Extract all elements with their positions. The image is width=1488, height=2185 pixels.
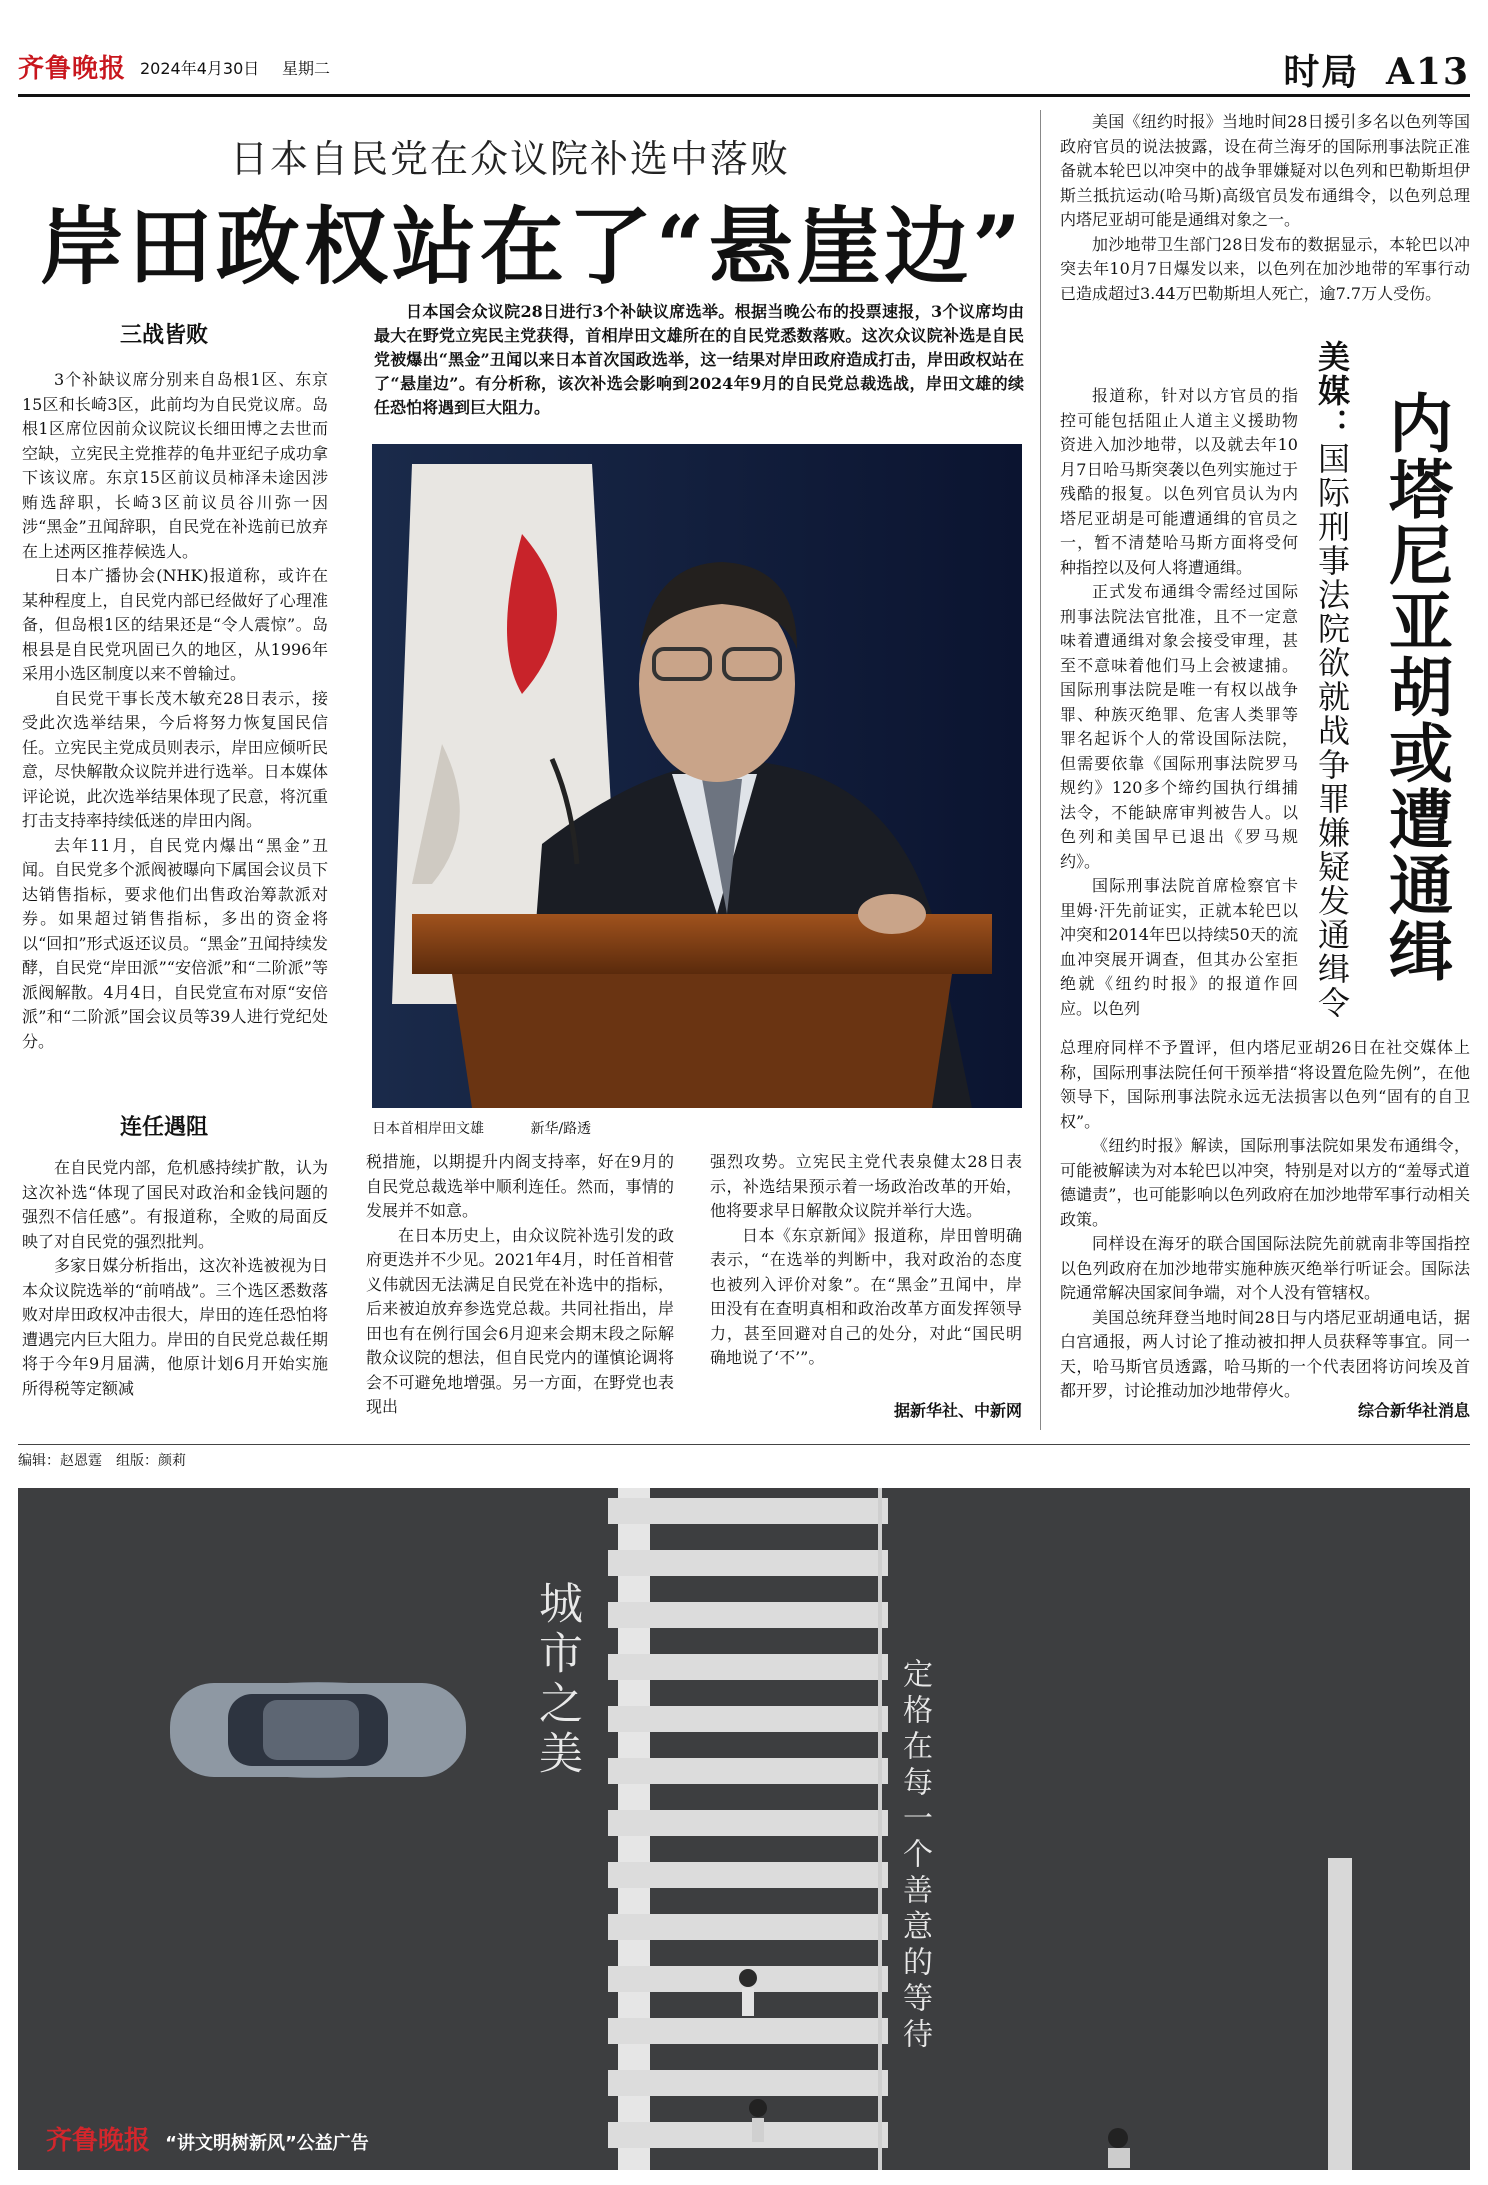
ad-campaign: “讲文明树新风”公益广告 [165,2133,369,2154]
paragraph: 强烈攻势。立宪民主党代表泉健太28日表示，补选结果预示着一场政治改革的开始，他将要求早日解散众议院并举行大选。 [710,1152,1022,1220]
ad-vertical-title: 城市之美 [531,1580,582,1780]
paragraph: 在日本历史上，由众议院补选引发的政府更迭并不少见。2021年4月，时任首相菅义伟就因无法满足自民党在补选中的指标，后来被迫放弃参选党总裁。共同社指出，岸田也有在例行国会6月迎来会期末段之际解散众议院的想法，但自民党内的谨慎论调将会不可避免地增强。另一方面，在野党也表现出 [366,1225,674,1416]
ad-logo: 齐鲁晚报 [46,2126,151,2156]
ad-vertical-slogan: 定格在每一个善意的等待 [897,1658,932,2054]
car-topview [170,1682,466,1778]
side-story-source: 综合新华社消息 [1357,1401,1470,1420]
footer-rule [18,1444,1470,1445]
ad-illustration [18,1488,1470,2170]
kishida-photo [372,444,1022,1108]
side-story-subtitle-text: 国际刑事法院欲就战争罪嫌疑发通缉令 [1313,442,1351,1020]
editor-credit: 编辑：赵恩霆 组版：颜莉 [18,1453,186,1469]
paragraph: 加沙地带卫生部门28日发布的数据显示，本轮巴以冲突去年10月7日爆发以来，以色列在加沙地带的军事行动已造成超过3.44万巴勒斯坦人死亡，逾7.7万人受伤。 [1060,234,1470,303]
paragraph: 多家日媒分析指出，这次补选被视为日本众议院选举的“前哨战”。三个选区悉数落败对岸田政权冲击很大，岸田的连任恐怕将遭遇完内巨大阻力。岸田的自民党总裁任期将于今年9月届满，他原计划6月开始实施所得税等定额减 [22,1256,328,1398]
paragraph: 国际刑事法院首席检察官卡里姆·汗先前证实，正就本轮巴以冲突和2014年巴以持续50天的流血冲突展开调查，但其办公室拒绝就《纽约时报》的报道作回应。以色列 [1060,876,1298,1018]
issue-weekday: 星期二 [282,59,331,78]
public-service-ad [18,1488,1470,2170]
subhead-1: 三战皆败 [120,323,209,348]
photo-credit: 新华/路透 [530,1121,592,1137]
paragraph: 去年11月，自民党内爆出“黑金”丑闻。自民党多个派阀被曝向下属国会议员下达销售指标，要求他们出售政治筹款派对券。如果超过销售指标，多出的资金将以“回扣”形式返还议员。“黑金”丑闻持续发酵，自民党“岸田派”“安倍派”和“二阶派”等派阀解散。4月4日，自民党宣布对原“安倍派”和“二阶派”国会议员等39人进行党纪处分。 [22,835,328,1051]
header-rule [18,94,1470,97]
article-column-2 [22,1156,328,1401]
column-divider [1040,110,1041,1430]
paragraph: 美国总统拜登当地时间28日与内塔尼亚胡通电话，据白宫通报，两人讨论了推动被扣押人员获释等事宜。同一天，哈马斯官员透露，哈马斯的一个代表团将访问埃及首都开罗，讨论推动加沙地带停火。 [1060,1307,1470,1400]
story-headline: 岸田政权站在了“悬崖边” [40,197,1025,296]
side-story-title: 内塔尼亚胡或遭通缉 [1378,390,1453,984]
article-column-3 [366,1150,674,1420]
paragraph: 日本《东京新闻》报道称，岸田曾明确表示，“在选举的判断中，我对政治的态度也被列入评价对象”。在“黑金”丑闻中，岸田没有在查明真相和政治改革方面发挥领导力，甚至回避对自己的处分，对此“国民明确地说了‘不’”。 [710,1225,1022,1367]
article-column-4 [710,1150,1022,1371]
side-story-middle [1060,384,1298,1021]
subhead-2: 连任遇阻 [120,1115,209,1140]
side-story-bottom [1060,1036,1470,1404]
lead-story-source: 据新华社、中新网 [893,1401,1022,1420]
photo-caption [372,1118,591,1138]
side-story-label: 美媒： [1313,340,1351,442]
story-kicker: 日本自民党在众议院补选中落败 [230,137,791,181]
paragraph: 税措施，以期提升内阁支持率，好在9月的自民党总裁选举中顺利连任。然而，事情的发展并不如意。 [366,1152,674,1220]
paragraph: 总理府同样不予置评，但内塔尼亚胡26日在社交媒体上称，国际刑事法院任何干预举措“将设置危险先例”，在他领导下，国际刑事法院永远无法损害以色列“固有的自卫权”。 [1060,1038,1470,1131]
paragraph: 美国《纽约时报》当地时间28日援引多名以色列等国政府官员的说法披露，设在荷兰海牙的国际刑事法院正准备就本轮巴以冲突中的战争罪嫌疑对以色列和巴勒斯坦伊斯兰抵抗运动(哈马斯)高级官员发布通缉令，以色列总理内塔尼亚胡可能是通缉对象之一。 [1060,112,1470,229]
page-section [1283,44,1470,95]
newspaper-logo: 齐鲁晚报 [18,54,127,84]
ad-footer [46,2120,369,2157]
issue-date: 2024年4月30日 [140,59,260,78]
paragraph: 《纽约时报》解读，国际刑事法院如果发布通缉令，可能被解读为对本轮巴以冲突，特别是对以方的“羞辱式道德谴责”，也可能影响以色列政府在加沙地带军事行动相关政策。 [1060,1136,1470,1229]
article-column-1 [22,368,328,1054]
paragraph: 正式发布通缉令需经过国际刑事法院法官批准，且不一定意味着遭通缉对象会接受审理，甚至不意味着他们马上会被逮捕。国际刑事法院是唯一有权以战争罪、种族灭绝罪、危害人类罪等罪名起诉个人的常设国际法院，但需要依靠《国际刑事法院罗马规约》120多个缔约国执行缉捕法令，不能缺席审判被告人。以色列和美国早已退出《罗马规约》。 [1060,582,1298,871]
photo-illustration [372,444,1022,1108]
paragraph: 日本广播协会(NHK)报道称，或许在某种程度上，自民党内部已经做好了心理准备，但岛根1区的结果还是“令人震惊”。岛根县是自民党巩固已久的地区，从1996年采用小选区制度以来不曾输过。 [22,566,328,683]
caption-text: 日本首相岸田文雄 [372,1121,484,1137]
paragraph: 自民党干事长茂木敏充28日表示，接受此次选举结果，今后将努力恢复国民信任。立宪民主党成员则表示，岸田应倾听民意，尽快解散众议院并进行选举。日本媒体评论说，此次选举结果体现了民意，将沉重打击支持率持续低迷的岸田内阁。 [22,688,328,830]
paragraph: 同样设在海牙的联合国国际法院先前就南非等国指控以色列政府在加沙地带实施种族灭绝举行听证会。国际法院通常解决国家间争端，对个人没有管辖权。 [1060,1234,1470,1302]
paragraph: 在自民党内部，危机感持续扩散，认为这次补选“体现了国民对政治和金钱问题的强烈不信任感”。有报道称，全败的局面反映了对自民党的强烈批判。 [22,1158,328,1251]
page-number: A13 [1385,51,1470,93]
section-name: 时局 [1283,51,1360,93]
paragraph: 3个补缺议席分别来自岛根1区、东京15区和长崎3区，此前均为自民党议席。岛根1区席位因前众议院议长细田博之去世而空缺，立宪民主党推荐的龟井亚纪子成功拿下该议席。东京15区前议员柿泽未途因涉贿选辞职，长崎3区前议员谷川弥一因涉“黑金”丑闻辞职，自民党在补选前已放弃在上述两区推荐候选人。 [22,370,328,561]
side-story-subtitle [1312,340,1352,1020]
story-lead: 日本国会众议院28日进行3个补缺议席选举。根据当晚公布的投票速报，3个议席均由最大在野党立宪民主党获得，首相岸田文雄所在的自民党悉数落败。这次众议院补选是自民党被爆出“黑金”丑闻以来日本首次国政选举，这一结果对岸田政府造成打击，岸田政权站在了“悬崖边”。有分析称，该次补选会影响到2024年9月的自民党总裁选战，岸田文雄的续任恐怕将遇到巨大阻力。 [374,302,1024,417]
side-story-top [1060,110,1470,306]
paragraph: 报道称，针对以方官员的指控可能包括阻止人道主义援助物资进入加沙地带，以及就去年10月7日哈马斯突袭以色列实施过于残酷的报复。以色列官员认为内塔尼亚胡是可能遭通缉的官员之一，暂不清楚哈马斯方面将受何种指控以及何人将遭通缉。 [1060,386,1298,577]
